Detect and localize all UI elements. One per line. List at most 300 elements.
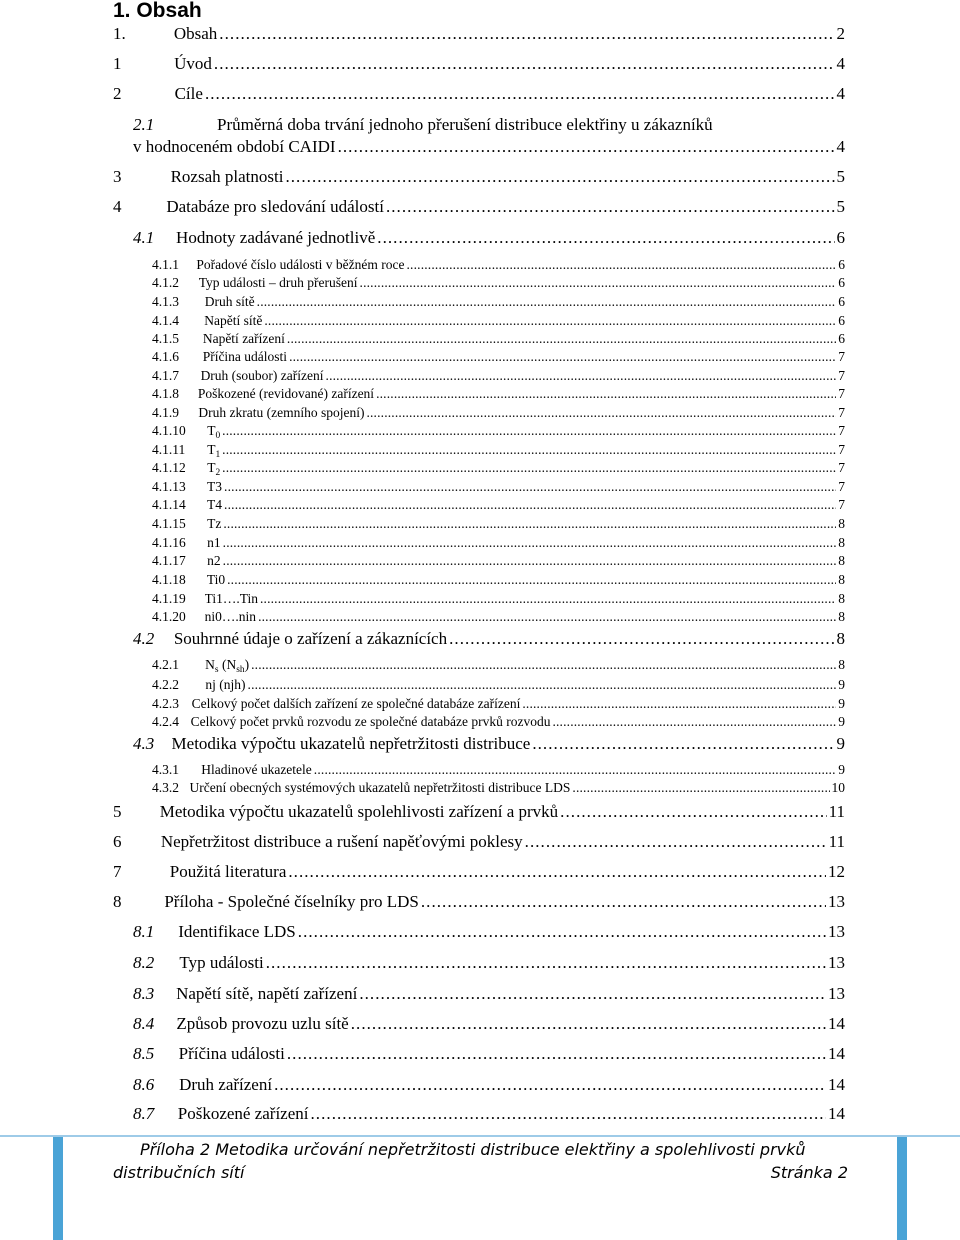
toc-entry-title-wrap (201, 368, 837, 384)
toc-entry-dot-leader (287, 1044, 826, 1064)
footer-page-label: Stránka 2 (770, 1163, 848, 1182)
toc-entry-dot-leader (376, 386, 836, 402)
toc-entry-title-wrap (174, 54, 834, 74)
toc-entry-page: 8 (838, 553, 845, 568)
toc-entry-title-wrap (201, 762, 836, 778)
toc-entry-number: 2 (113, 84, 122, 103)
toc-entry[interactable] (113, 862, 845, 882)
toc-entry-number: 7 (113, 862, 122, 881)
toc-entry-title (201, 762, 312, 778)
toc-entry-dot-leader (298, 922, 826, 942)
toc-entry-title-text: Celkový počet prvků rozvodu ze společné databáze prvků rozvodu (190, 714, 551, 729)
toc-entry-dot-leader (214, 54, 835, 74)
toc-entry-number: 4.1.7 (152, 368, 179, 383)
toc-entry-title-text: Obsah (173, 24, 218, 43)
toc-entry-title (171, 167, 284, 187)
toc-entry-title-wrap (207, 572, 836, 588)
toc-entry[interactable] (152, 553, 845, 569)
toc-entry[interactable] (113, 802, 845, 822)
toc-entry-page: 12 (828, 862, 845, 881)
toc-entry-number: 4.1.11 (152, 442, 186, 457)
toc-entry-title-text: Souhrnné údaje o zařízení a zákaznících (173, 629, 448, 648)
toc-entry-number: 4.1.20 (152, 609, 186, 624)
toc-entry-dot-leader (449, 629, 834, 649)
toc-entry-title (207, 442, 220, 458)
toc-entry-title-text: Nepřetržitost distribuce a rušení napěťovými poklesy (160, 832, 523, 851)
toc-entry-dot-leader (227, 572, 836, 588)
toc-entry-number: 8.5 (133, 1044, 155, 1063)
toc-entry-page: 10 (831, 780, 845, 795)
toc-entry[interactable] (152, 657, 845, 673)
toc-entry-title (178, 922, 296, 942)
toc-entry[interactable] (133, 1014, 845, 1034)
toc-entry-dot-leader (386, 197, 835, 217)
toc-entry-title (176, 1014, 348, 1034)
toc-entry-dot-leader (326, 368, 837, 384)
toc-entry-title-text: Identifikace LDS (178, 922, 296, 941)
toc-entry-page: 6 (838, 331, 845, 346)
toc-entry-title-wrap (205, 591, 837, 607)
toc-entry-title (174, 54, 212, 74)
toc-entry-title-wrap (190, 780, 830, 796)
toc-entry[interactable] (152, 460, 845, 476)
toc-entry-page: 4 (836, 54, 845, 73)
toc-entry-number: 1. (113, 24, 126, 43)
toc-entry-title (207, 535, 221, 551)
toc-entry-title-text: Poškozené zařízení (177, 1104, 309, 1123)
toc-entry-page: 6 (838, 257, 845, 272)
toc-entry-title-continued: v hodnoceném období CAIDI (133, 137, 336, 156)
toc-entry[interactable] (133, 228, 845, 248)
toc-entry-title-wrap (205, 657, 836, 673)
toc-entry-title-text: Napětí sítě, napětí zařízení (176, 984, 358, 1003)
toc-entry[interactable] (152, 442, 845, 458)
toc-entry-title-wrap (179, 1044, 826, 1064)
toc-entry-title-wrap (172, 734, 835, 754)
footer-rule (0, 1135, 960, 1137)
toc-entry-title-text: Napětí sítě (204, 313, 263, 328)
toc-entry-title (196, 257, 404, 273)
toc-entry-title-text: ni0….nin (204, 609, 257, 624)
toc-entry-page: 7 (838, 405, 845, 420)
toc-entry-dot-leader (274, 1075, 826, 1095)
toc-entry[interactable] (152, 780, 845, 796)
toc-entry[interactable] (133, 1104, 845, 1124)
toc-entry-title-part: (N (218, 657, 237, 672)
toc-entry-number: 4.2.2 (152, 677, 179, 692)
toc-entry-number: 4.1.18 (152, 572, 186, 587)
toc-entry-title-text: T (207, 460, 216, 475)
toc-entry-title-text: Pořadové číslo události v běžném roce (196, 257, 405, 272)
toc-entry-page: 8 (838, 609, 845, 624)
toc-entry-subscript: 2 (215, 468, 221, 476)
toc-entry-dot-leader (552, 714, 836, 730)
toc-entry-title-text: Způsob provozu uzlu sítě (176, 1014, 349, 1033)
toc-entry[interactable] (152, 423, 845, 439)
toc-entry-title (203, 331, 285, 347)
toc-entry[interactable] (113, 167, 845, 187)
toc-entry-number: 8.7 (133, 1104, 155, 1123)
toc-entry[interactable] (152, 405, 845, 421)
toc-entry[interactable] (152, 368, 845, 384)
toc-entry-title (207, 460, 220, 476)
toc-entry-title (164, 892, 419, 912)
toc-entry-page: 4 (836, 137, 845, 156)
toc-entry-number: 4.2.1 (152, 657, 179, 672)
toc-entry-dot-leader (224, 479, 836, 495)
toc-entry-dot-leader (407, 257, 837, 273)
toc-entry-dot-leader (257, 294, 837, 310)
toc-entry-title-text: T4 (207, 497, 223, 512)
toc-entry[interactable] (152, 714, 845, 730)
toc-entry[interactable] (152, 677, 845, 693)
toc-entry-dot-leader (266, 953, 826, 973)
toc-entry-title-wrap (166, 197, 834, 217)
toc-entry-title (161, 832, 523, 852)
toc-entry-title-wrap (207, 497, 836, 513)
toc-entry-dot-leader (223, 516, 836, 532)
toc-entry-title-wrap (198, 386, 836, 402)
toc-entry-title (204, 313, 262, 329)
toc-entry-number: 4.2.4 (152, 714, 179, 729)
page-footer (113, 1138, 848, 1184)
toc-entry-title-text: Celkový počet dalších zařízení ze společné databáze zařízení (191, 696, 521, 711)
toc-entry-title (166, 197, 384, 217)
toc-entry-subscript: 0 (215, 431, 221, 439)
toc-entry-number: 8.6 (133, 1075, 155, 1094)
toc-entry[interactable] (113, 892, 845, 912)
toc-entry-page: 7 (838, 349, 845, 364)
toc-entry-title-wrap (203, 349, 837, 365)
toc-entry-title-text: Použitá literatura (169, 862, 287, 881)
toc-entry-title (160, 802, 558, 822)
toc-entry-title-wrap (207, 442, 836, 458)
toc-entry-title-wrap (207, 479, 836, 495)
toc-entry-number: 4.2 (133, 629, 155, 648)
toc-entry-dot-leader (222, 423, 836, 439)
toc-entry[interactable] (113, 24, 845, 44)
toc-entry-dot-leader (258, 609, 836, 625)
toc-entry[interactable] (113, 84, 845, 104)
toc-entry-title-wrap (205, 294, 836, 310)
toc-entry-number: 4.3.2 (152, 780, 179, 795)
toc-entry[interactable] (133, 984, 845, 1004)
toc-entry-dot-leader (560, 802, 826, 822)
toc-entry-title-wrap (198, 405, 836, 421)
toc-entry-dot-leader (421, 892, 826, 912)
toc-entry-page: 8 (838, 572, 845, 587)
toc-entry[interactable] (152, 696, 845, 712)
toc-entry-title-wrap (205, 677, 836, 693)
toc-entry-page: 11 (828, 802, 845, 821)
toc-entry[interactable] (152, 535, 845, 551)
toc-entry[interactable] (152, 572, 845, 588)
toc-entry-subscript: 1 (215, 450, 221, 458)
toc-entry-page: 6 (838, 294, 845, 309)
toc-entry-number: 2.1 (133, 115, 155, 134)
toc-entry-title (176, 228, 375, 248)
toc-entry-number: 6 (113, 832, 122, 851)
toc-entry-page: 8 (838, 535, 845, 550)
toc-entry-title-wrap (174, 629, 835, 649)
toc-entry-number: 1 (113, 54, 122, 73)
toc-entry-dot-leader (522, 696, 836, 712)
toc-entry-title-text: Rozsah platnosti (170, 167, 284, 186)
toc-entry-title-text: Cíle (174, 84, 203, 103)
toc-entry-title-wrap (160, 802, 827, 822)
toc-entry-title (179, 953, 263, 973)
toc-entry-title-wrap (204, 313, 836, 329)
toc-entry-title-wrap (207, 553, 836, 569)
toc-entry[interactable] (133, 922, 845, 942)
toc-entry-title (192, 696, 521, 712)
toc-entry-title-text: Ti0 (206, 572, 226, 587)
toc-entry-title (174, 629, 447, 649)
toc-entry-title-wrap (191, 714, 837, 730)
toc-entry[interactable] (152, 275, 845, 291)
toc-entry-title-wrap (196, 257, 836, 273)
toc-entry[interactable] (152, 609, 845, 625)
toc-entry[interactable] (152, 386, 845, 402)
toc-entry[interactable] (152, 479, 845, 495)
toc-entry-title-text: Příčina události (178, 1044, 285, 1063)
toc-entry[interactable] (152, 313, 845, 329)
toc-entry-dot-leader (223, 535, 837, 551)
toc-entry-dot-leader (525, 832, 827, 852)
toc-entry[interactable] (152, 331, 845, 347)
toc-entry-title-wrap (176, 1014, 826, 1034)
toc-entry-dot-leader (260, 591, 836, 607)
toc-entry[interactable] (152, 516, 845, 532)
toc-entry[interactable] (133, 1044, 845, 1064)
toc-entry-dot-leader (359, 984, 826, 1004)
toc-entry-page: 8 (838, 516, 845, 531)
toc-entry-title-text: Hodnoty zadávané jednotlivě (176, 228, 376, 247)
toc-entry-page: 2 (836, 24, 845, 43)
toc-entry-title-wrap (178, 1104, 826, 1124)
toc-entry-title-part: ) (244, 657, 250, 672)
toc-entry-number: 4 (113, 197, 122, 216)
toc-entry-title-wrap (176, 984, 826, 1004)
toc-entry-page: 14 (828, 1075, 845, 1094)
toc-heading: 1. Obsah (113, 0, 202, 22)
toc-entry-dot-leader (351, 1014, 826, 1034)
toc-entry-title-text: T3 (207, 479, 223, 494)
toc-entry-number: 8 (113, 892, 122, 911)
toc-entry-title-text: Druh zkratu (zemního spojení) (198, 405, 365, 420)
toc-entry-number: 4.1.12 (152, 460, 186, 475)
toc-entry-page: 9 (838, 714, 845, 729)
toc-entry-dot-leader (264, 313, 836, 329)
toc-entry-number: 4.1.19 (152, 591, 186, 606)
toc-entry[interactable] (152, 257, 845, 273)
toc-entry-title-wrap (199, 275, 837, 291)
toc-entry-title (198, 405, 364, 421)
toc-entry[interactable] (133, 953, 845, 973)
toc-entry[interactable] (113, 54, 845, 74)
toc-entry[interactable] (152, 294, 845, 310)
toc-entry-title-wrap (179, 953, 826, 973)
toc-entry-page: 5 (836, 197, 845, 216)
toc-entry-subscript: sh (236, 665, 245, 673)
toc-entry-title (175, 84, 203, 104)
toc-entry-dot-leader (314, 762, 836, 778)
toc-entry-title (199, 275, 358, 291)
toc-entry[interactable] (113, 197, 845, 217)
toc-entry-number: 4.1.15 (152, 516, 186, 531)
toc-entry-title-text: Průměrná doba trvání jednoho přerušení distribuce elektřiny u zákazníků (217, 115, 713, 134)
toc-entry-page: 14 (828, 1104, 845, 1123)
toc-entry-number: 8.1 (133, 922, 155, 941)
toc-entry-page: 6 (838, 275, 845, 290)
toc-entry-number: 8.3 (133, 984, 155, 1003)
toc-entry-page: 7 (838, 423, 845, 438)
toc-entry-number: 4.3.1 (152, 762, 179, 777)
toc-entry-number: 4.1.9 (152, 405, 179, 420)
toc-entry-dot-leader (219, 24, 834, 44)
toc-entry-page: 7 (838, 368, 845, 383)
toc-entry-dot-leader (205, 84, 835, 104)
toc-entry-title-wrap (203, 331, 836, 347)
toc-entry[interactable] (152, 762, 845, 778)
toc-entry-title-text: Poškozené (revidované) zařízení (197, 386, 375, 401)
toc-entry-title (205, 294, 255, 310)
toc-entry-dot-leader (289, 349, 836, 365)
toc-entry-title-wrap (178, 922, 826, 942)
toc-entry-page: 11 (828, 832, 845, 851)
toc-entry-page: 5 (836, 167, 845, 186)
toc-entry-page: 6 (836, 228, 845, 247)
toc-entry-title (205, 657, 249, 673)
toc-entry-title (176, 984, 357, 1004)
toc-entry-title-text: Druh sítě (204, 294, 255, 309)
toc-entry-number: 4.1.16 (152, 535, 186, 550)
toc-entry[interactable] (113, 832, 845, 852)
toc-entry-title (207, 572, 225, 588)
toc-entry-number: 4.1.3 (152, 294, 179, 309)
toc-entry-page: 13 (828, 984, 845, 1003)
toc-entry-number: 4.1.14 (152, 497, 186, 512)
toc-entry-title-text: Metodika výpočtu ukazatelů spolehlivosti zařízení a prvků (159, 802, 559, 821)
toc-entry-title-wrap (205, 609, 837, 625)
toc-entry-title-text: Druh zařízení (179, 1075, 273, 1094)
toc-entry-title-text: n2 (207, 553, 221, 568)
toc-entry-page: 7 (838, 479, 845, 494)
toc-entry-title (207, 479, 222, 495)
footer-bar-right (897, 1137, 907, 1240)
toc-entry-dot-leader (251, 657, 836, 673)
toc-entry-title-wrap (171, 167, 835, 187)
toc-entry[interactable] (133, 734, 845, 754)
toc-entry-title-text: Tz (207, 516, 222, 531)
toc-entry-page: 14 (828, 1014, 845, 1033)
toc-entry-dot-leader (287, 331, 836, 347)
toc-entry-dot-leader (572, 780, 829, 796)
toc-entry-title-text: Určení obecných systémových ukazatelů nepřetržitosti distribuce LDS (189, 780, 571, 795)
toc-entry-title-text: Úvod (174, 54, 212, 73)
toc-entry[interactable] (133, 629, 845, 649)
toc-entry-title-text: Ti1….Tin (204, 591, 258, 606)
toc-entry-page: 9 (838, 696, 845, 711)
toc-entry-dot-leader (377, 228, 834, 248)
toc-entry-page: 6 (838, 313, 845, 328)
toc-entry-title-text: Druh (soubor) zařízení (200, 368, 324, 383)
footer-title-line2-row (113, 1161, 848, 1184)
toc-entry[interactable] (133, 1075, 845, 1095)
toc-entry-number: 3 (113, 167, 122, 186)
toc-entry-dot-leader (285, 167, 834, 187)
toc-entry-title-wrap (207, 516, 836, 532)
toc-entry-title (205, 609, 256, 625)
toc-entry-number: 4.1.4 (152, 313, 179, 328)
toc-entry-title (201, 368, 324, 384)
toc-entry-page: 9 (838, 762, 845, 777)
toc-entry-title (198, 386, 374, 402)
toc-entry-page: 7 (838, 460, 845, 475)
toc-entry-title-wrap (179, 1075, 826, 1095)
toc-entry-title (190, 780, 571, 796)
toc-entry-dot-leader (248, 677, 837, 693)
toc-entry-dot-leader (223, 553, 837, 569)
toc-entry-title (207, 423, 220, 439)
toc-entry-page: 7 (838, 497, 845, 512)
toc-entry-title (217, 115, 713, 135)
footer-title-line2: distribučních sítí (113, 1163, 245, 1182)
toc-entry-dot-leader (288, 862, 826, 882)
toc-entry[interactable] (133, 115, 845, 135)
toc-entry-number: 4.1.1 (152, 257, 179, 272)
toc-entry-number: 5 (113, 802, 122, 821)
toc-entry[interactable] (152, 497, 845, 513)
toc-entry[interactable] (152, 591, 845, 607)
toc-entry-dot-leader (224, 497, 836, 513)
toc-entry-title-text: Příloha - Společné číselníky pro LDS (164, 892, 419, 911)
toc-entry-title-text: T (207, 423, 216, 438)
toc-entry-continuation[interactable] (133, 137, 845, 157)
toc-entry-page: 9 (838, 677, 845, 692)
toc-entry-title-text: nj (njh) (205, 677, 246, 692)
toc-entry-dot-leader (532, 734, 834, 754)
toc-entry-title-wrap (175, 84, 835, 104)
toc-entry-number: 4.1.5 (152, 331, 179, 346)
toc-entry-title-wrap (192, 696, 837, 712)
toc-entry-page: 13 (828, 953, 845, 972)
toc-entry-page: 8 (838, 657, 845, 672)
toc-entry-title-text: Příčina události (202, 349, 288, 364)
toc-entry-page: 14 (828, 1044, 845, 1063)
toc-entry-page: 7 (838, 442, 845, 457)
toc-entry-title (174, 24, 217, 44)
toc-entry-dot-leader (338, 137, 835, 157)
toc-entry-title (179, 1044, 285, 1064)
footer-title-line1: Příloha 2 Metodika určování nepřetržitosti distribuce elektřiny a spolehlivosti prvků (140, 1140, 806, 1159)
toc-entry-page: 4 (836, 84, 845, 103)
toc-entry-dot-leader (311, 1104, 827, 1124)
toc-entry-page: 9 (836, 734, 845, 753)
toc-entry-title-wrap (170, 862, 826, 882)
toc-entry-number: 4.1.13 (152, 479, 186, 494)
toc-entry-title-text: Typ události (179, 953, 264, 972)
footer-bar-left (53, 1137, 63, 1240)
toc-entry-page: 8 (836, 629, 845, 648)
toc-entry-title-text: Napětí zařízení (202, 331, 285, 346)
toc-entry[interactable] (152, 349, 845, 365)
toc-entry-dot-leader (222, 442, 836, 458)
toc-entry-page: 13 (828, 892, 845, 911)
toc-entry-subscript: s (214, 665, 219, 673)
toc-entry-title-text: N (205, 657, 215, 672)
toc-entry-dot-leader (222, 460, 836, 476)
